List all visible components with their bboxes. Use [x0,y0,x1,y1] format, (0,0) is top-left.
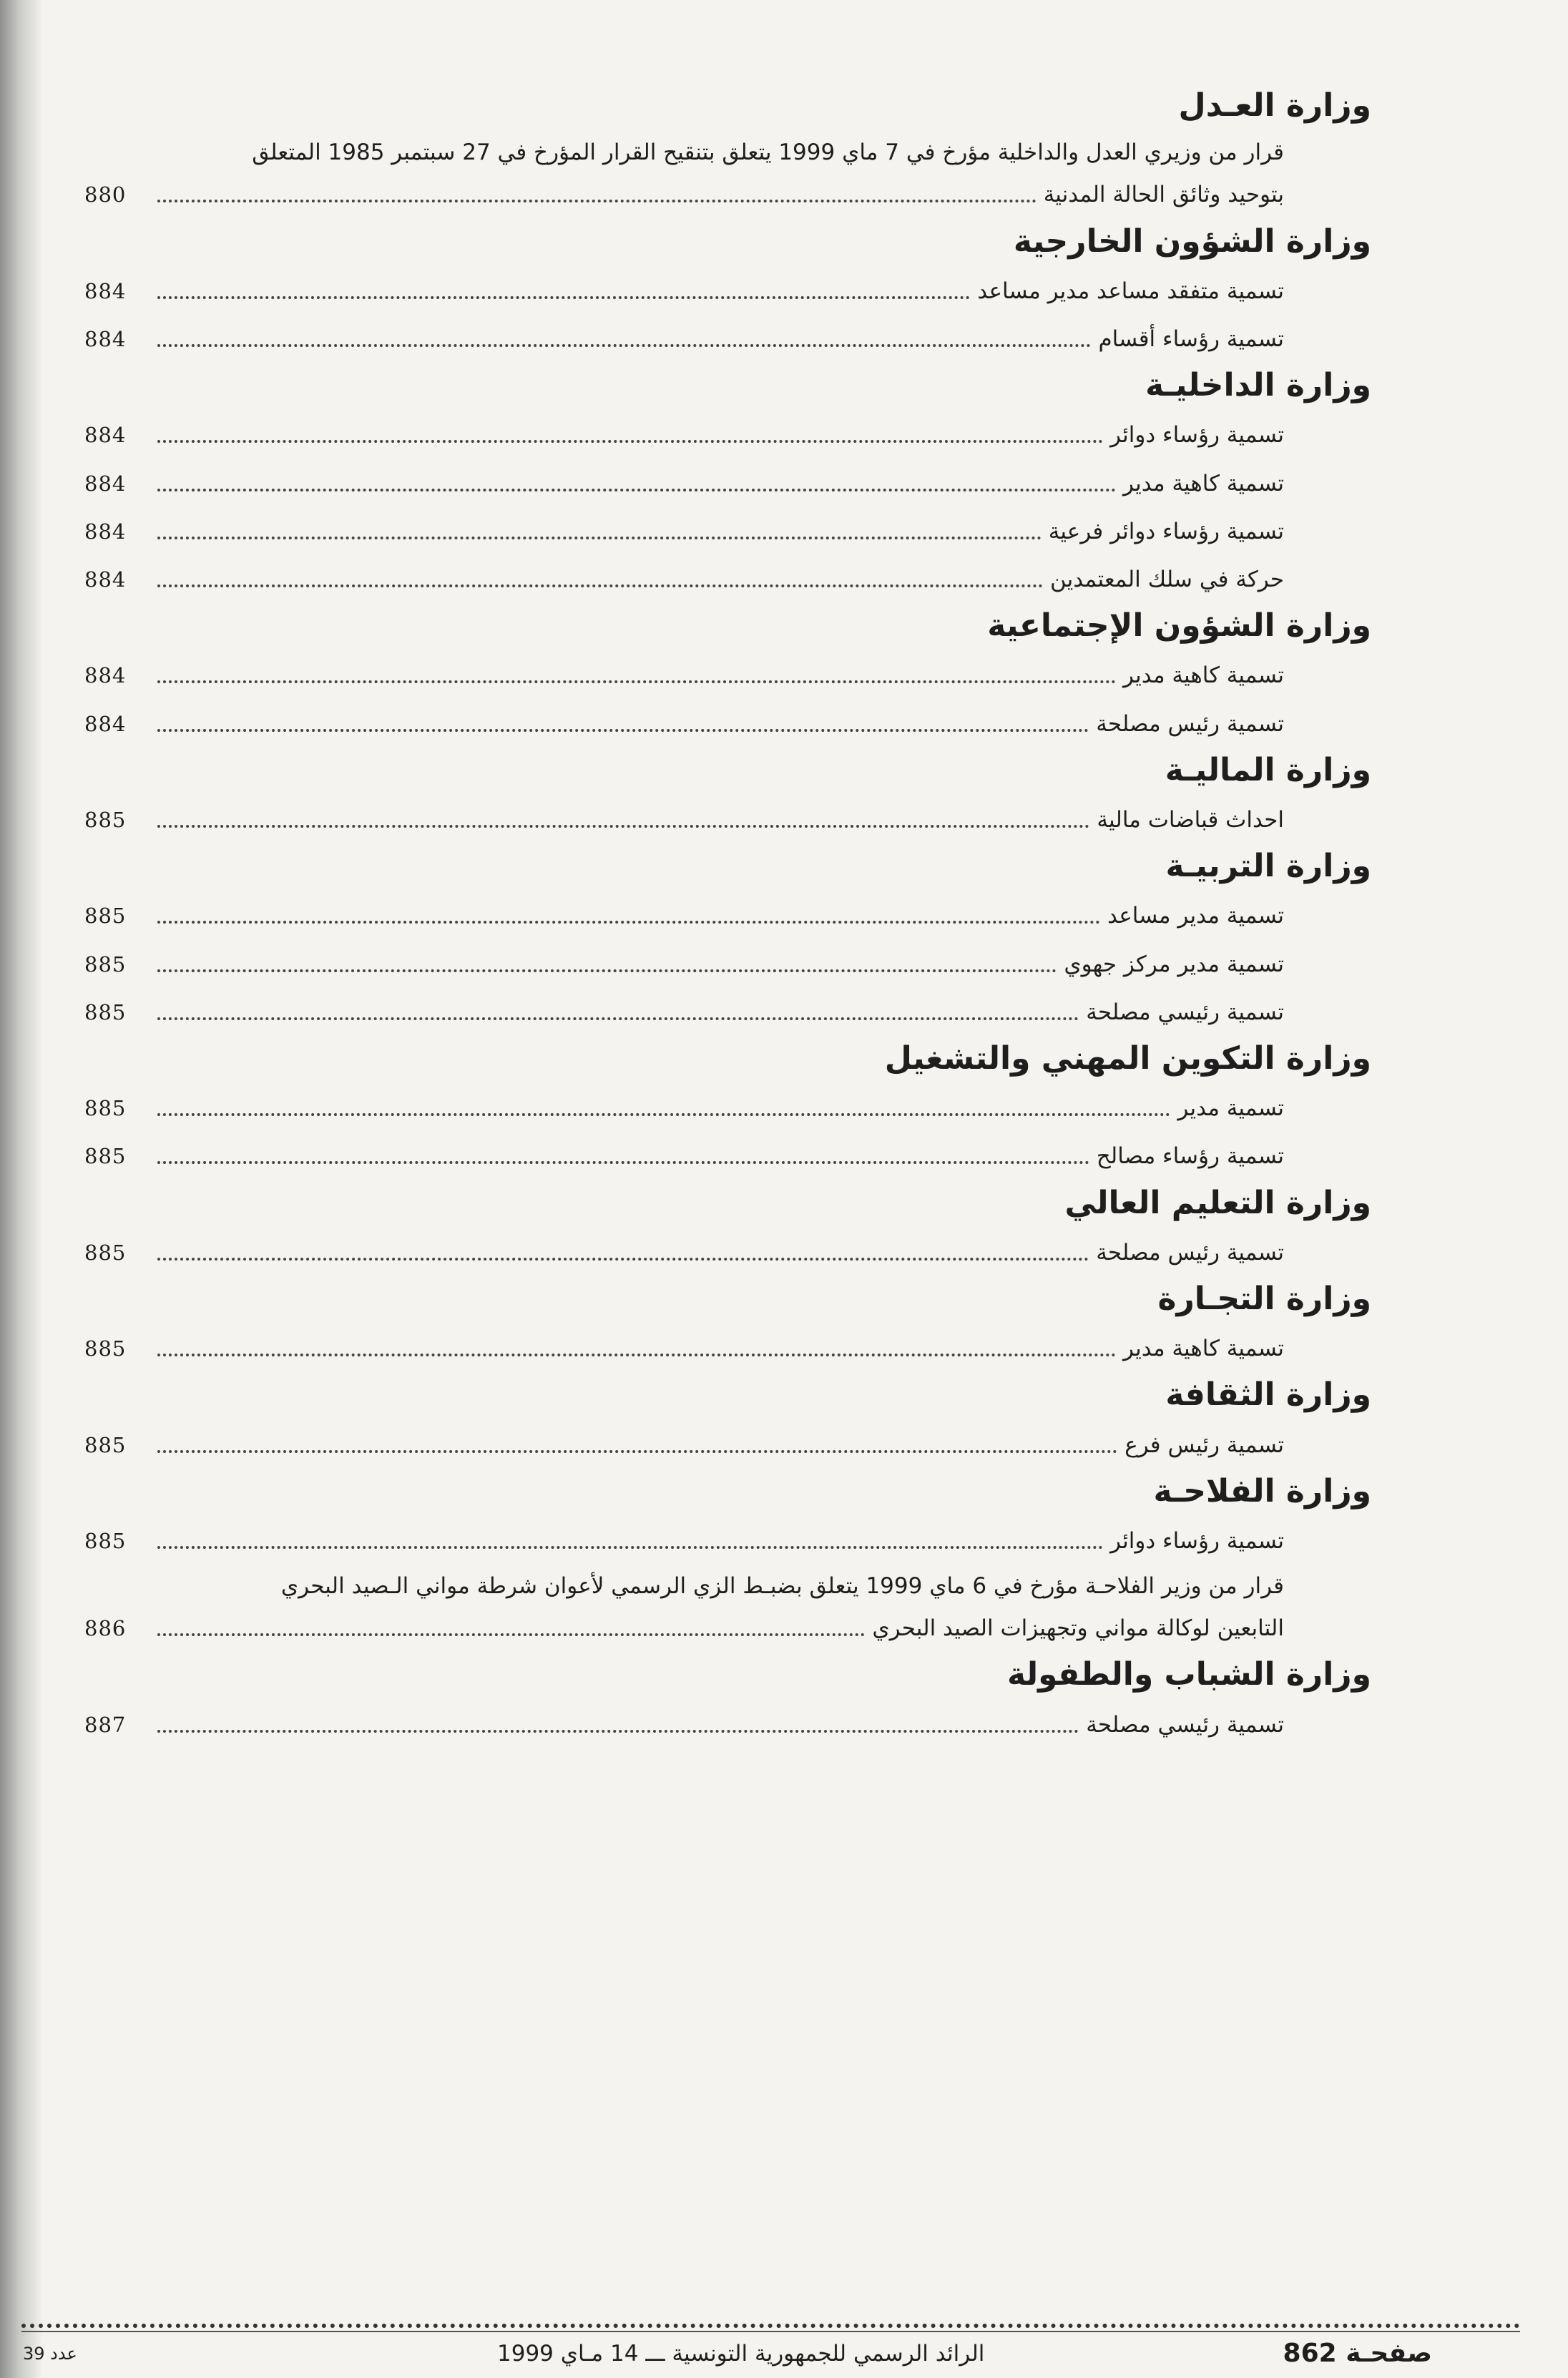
toc-page-number: 884 [84,663,127,688]
ministry-heading: وزارة التربيـة [1165,848,1371,884]
toc-page-number: 887 [84,1713,127,1737]
toc-entry-text: تسمية مدير مركز جهوي [1064,951,1284,977]
toc-page-number: 885 [84,1000,127,1024]
toc-entry-text: احداث قباضات مالية [1097,807,1284,833]
toc-entry [157,896,1284,933]
ministry-heading: وزارة العـدل [1178,87,1371,124]
toc-entry-text: تسمية رؤساء أقسام [1098,326,1284,352]
toc-entry-text: تسمية رؤساء دوائر [1110,1528,1284,1554]
toc-entry-text: تسمية مدير مساعد [1107,903,1284,929]
toc-page-number: 885 [84,1144,127,1168]
dotted-leader [157,344,1091,347]
ministry-heading: وزارة الثقافة [1165,1376,1371,1413]
ministry-heading: وزارة التكوين المهني والتشغيل [884,1040,1371,1077]
footer-issue-number: عدد 39 [23,2344,77,2364]
ministry-heading: وزارة الشؤون الإجتماعية [987,607,1371,644]
dotted-leader [157,825,1089,828]
toc-entry-text: قرار من وزيري العدل والداخلية مؤرخ في 7 ماي 1999 يتعلق بتنقيح القرار المؤرخ في 27 سبتمبر 1985 المتعلق [252,140,1284,165]
toc-entry [157,1233,1284,1270]
toc-entry-text: تسمية رئيس فرع [1124,1432,1284,1458]
toc-entry [157,704,1284,741]
toc-entry-text: حركة في سلك المعتمدين [1050,567,1284,592]
toc-entry [157,1425,1284,1462]
dotted-leader [157,680,1116,683]
toc-entry-text: تسمية رؤساء مصالح [1096,1143,1284,1169]
toc-page-number: 885 [84,904,127,928]
toc-page-number: 884 [84,279,127,303]
ministry-heading: وزارة التجـارة [1157,1281,1371,1317]
toc-entry [157,464,1284,501]
toc-page-number: 885 [84,808,127,832]
toc-entry-text: التابعين لوكالة مواني وتجهيزات الصيد البحري [872,1615,1284,1641]
toc-entry [157,1088,1284,1125]
dotted-leader [157,729,1089,732]
dotted-leader [157,1450,1117,1453]
toc-page-number: 885 [84,1336,127,1361]
toc-entry-text: تسمية مدير [1177,1095,1284,1121]
toc-entry-text: تسمية رئيسي مصلحة [1086,1712,1284,1738]
toc-page-number: 885 [84,1241,127,1265]
toc-entry [157,800,1284,837]
toc-entry [157,175,1284,212]
dotted-leader [157,200,1037,202]
dotted-leader [157,921,1100,924]
toc-page-number: 885 [84,1096,127,1120]
dotted-leader [157,1730,1079,1733]
toc-entry [157,415,1284,452]
ministry-heading: وزارة الشباب والطفولة [1006,1656,1371,1693]
toc-entry [157,271,1284,308]
toc-entry [157,1608,1284,1645]
toc-entry [157,1329,1284,1366]
toc-page-number: 885 [84,1529,127,1553]
toc-entry-text: تسمية كاهية مدير [1122,1336,1284,1361]
toc-page-number: 885 [84,952,127,977]
dotted-leader [157,296,970,299]
toc-entry [157,655,1284,693]
dotted-leader [157,1546,1103,1549]
dotted-leader [157,1113,1170,1116]
ministry-heading: وزارة الشؤون الخارجية [1013,223,1371,260]
toc-entry-text: تسمية كاهية مدير [1122,662,1284,688]
toc-entry-text: بتوحيد وثائق الحالة المدنية [1043,182,1284,207]
footer-dotted-rule [21,2324,1520,2328]
dotted-leader [157,1017,1079,1020]
toc-entry-text: تسمية رئيس مصلحة [1096,1240,1284,1266]
toc-entry-text: تسمية رئيس مصلحة [1096,711,1284,737]
ministry-heading: وزارة الداخليـة [1145,367,1371,403]
dotted-leader [157,440,1103,443]
dotted-leader [157,969,1057,972]
dotted-leader [157,584,1043,587]
toc-page-number: 884 [84,519,127,544]
toc-entry [157,319,1284,356]
ministry-heading: وزارة الفلاحـة [1153,1473,1371,1510]
toc-entry-text: تسمية رؤساء دوائر فرعية [1048,519,1284,544]
toc-entry [157,992,1284,1029]
toc-page-number: 884 [84,423,127,447]
toc-page-number: 880 [84,182,127,207]
toc-entry-text: تسمية كاهية مدير [1122,471,1284,496]
footer-page-number: صفحـة 862 [1283,2339,1432,2368]
dotted-leader [157,1258,1089,1261]
toc-page-number: 885 [84,1433,127,1457]
dotted-leader [157,537,1042,539]
ministry-heading: وزارة الماليـة [1165,752,1371,788]
toc-page-number: 884 [84,712,127,736]
toc-entry [157,1705,1284,1742]
toc-entry [157,1521,1284,1558]
dotted-leader [157,489,1116,491]
ministry-heading: وزارة التعليم العالي [1064,1185,1371,1221]
toc-entry-text: تسمية رئيسي مصلحة [1086,999,1284,1025]
dotted-leader [157,1354,1116,1356]
footer-journal-title: الرائد الرسمي للجمهورية التونسية ـــ 14 مـاي 1999 [497,2341,985,2367]
toc-page-number: 884 [84,327,127,351]
toc-entry [157,559,1284,597]
toc-entry-text: قرار من وزير الفلاحـة مؤرخ في 6 ماي 1999 يتعلق بضبـط الزي الرسمي لأعوان شرطة مواني الـصيد البحري [280,1573,1284,1599]
toc-page-number: 886 [84,1616,127,1640]
toc-page-number: 884 [84,471,127,496]
dotted-leader [157,1633,865,1636]
toc-entry-text: تسمية رؤساء دوائر [1110,422,1284,448]
footer-rule [21,2331,1520,2332]
toc-entry-text: تسمية متفقد مساعد مدير مساعد [977,278,1284,304]
dotted-leader [157,1161,1089,1164]
toc-entry [157,512,1284,549]
toc-entry [157,1136,1284,1173]
toc-entry [157,944,1284,982]
toc-page-number: 884 [84,567,127,592]
